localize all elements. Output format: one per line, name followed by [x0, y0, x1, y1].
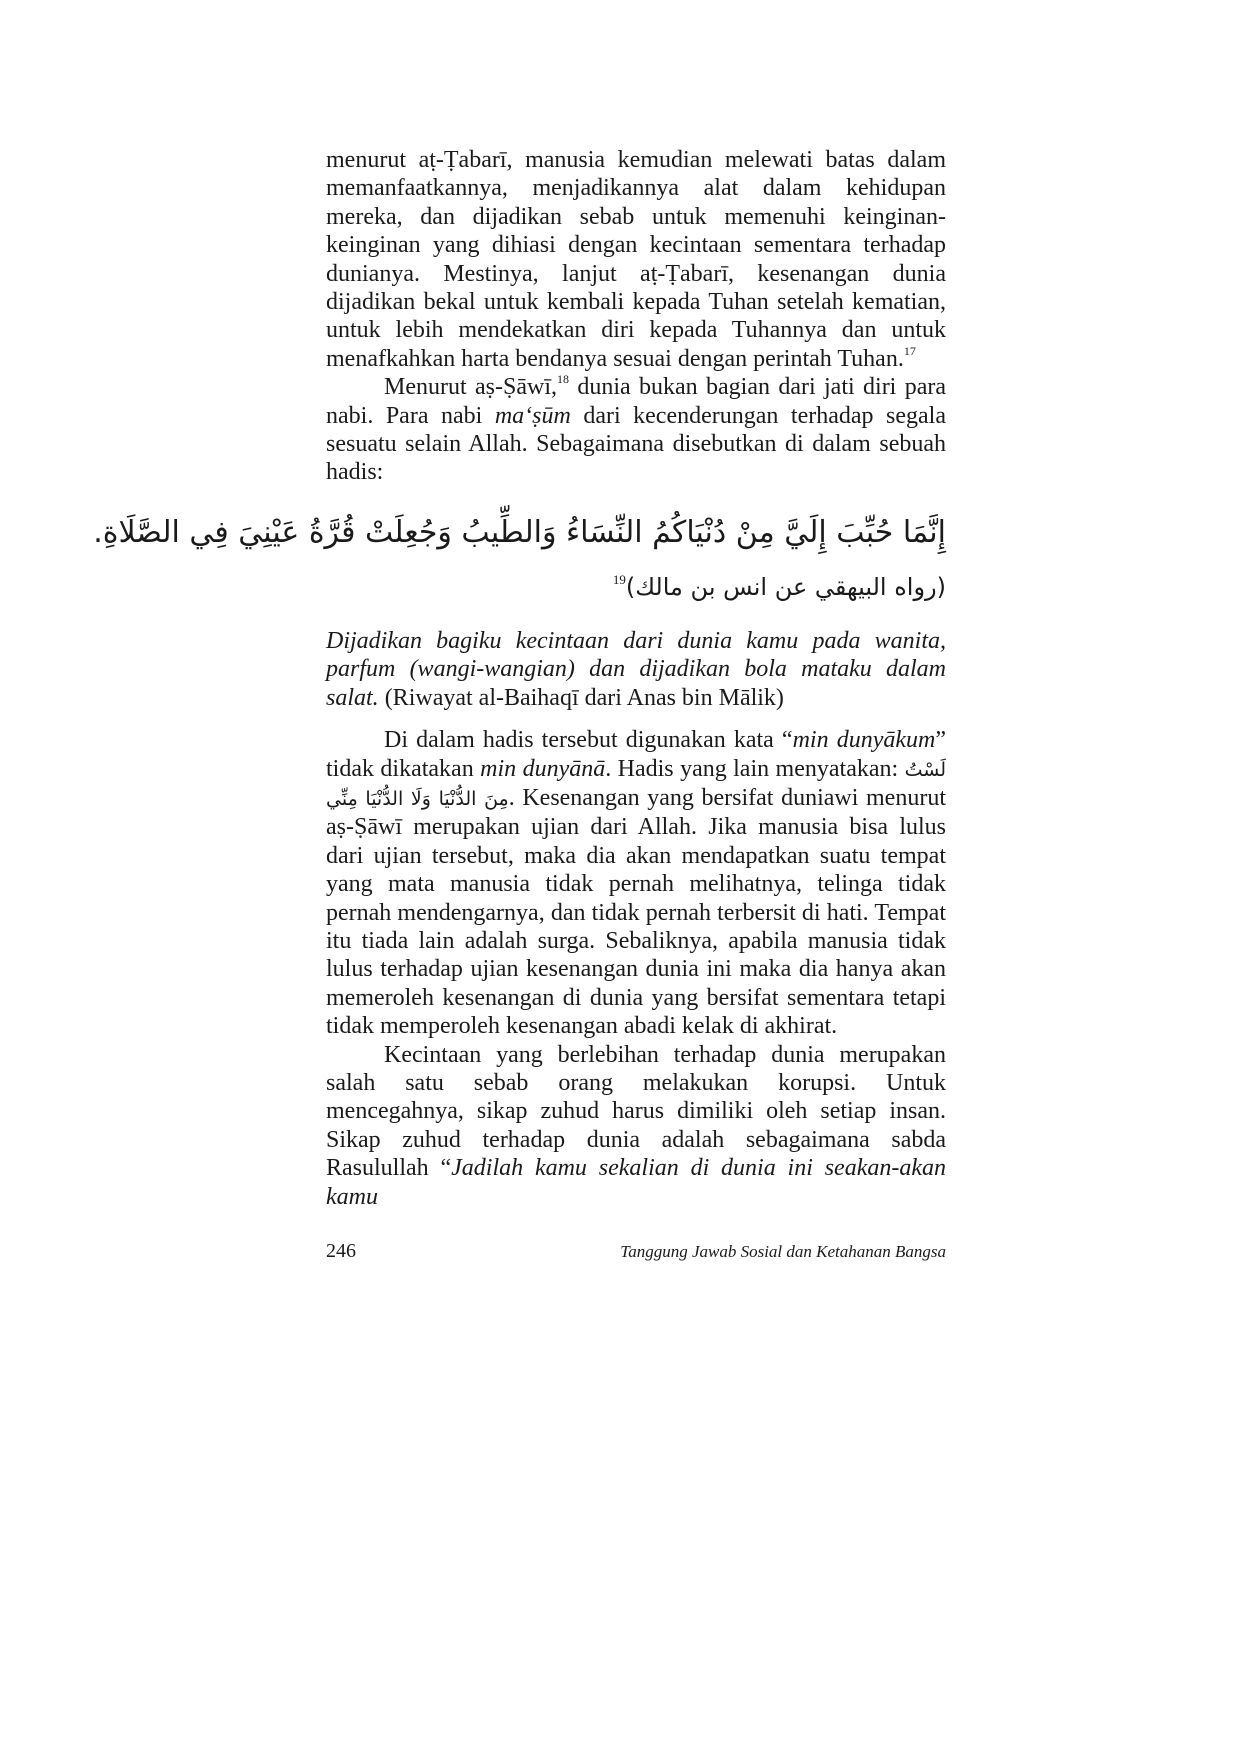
footnote-ref-19: 19	[612, 571, 626, 587]
paragraph-3	[326, 726, 946, 1040]
hadith-source-text: (رواه البيهقي عن انس بن مالك)	[625, 572, 946, 601]
hadith-source	[326, 561, 946, 613]
paragraph-1	[326, 146, 946, 373]
paragraph-2-text-a: Menurut aṣ-Ṣāwī,	[384, 374, 557, 401]
paragraph-4-text: Kecintaan yang berlebihan terhadap dunia merupakan salah satu sebab orang melakukan korupsi. Untuk mencegahnya, sikap zuhud harus dimiliki oleh setiap insan. Sikap zuhud terhadap dunia adalah sebagaimana sabda Rasulullah “	[326, 1041, 946, 1182]
spacer	[326, 712, 946, 726]
body-text	[93, 146, 947, 1211]
hadith-arabic: إِنَّمَا حُبِّبَ إِلَيَّ مِنْ دُنْيَاكُمُ النِّسَاءُ وَالطِّيبُ وَجُعِلَتْ قُرَّةُ عَيْنِيَ فِي الصَّلَاةِ.	[93, 514, 946, 550]
inline-hadith-arabic: لَسْتُ مِنَ الدُّنْيَا وَلَا الدُّنْيَا مِنِّي	[326, 758, 946, 810]
page-number: 246	[326, 1240, 356, 1262]
hadith-translation-source: (Riwayat al-Baihaqī dari Anas bin Mālik)	[378, 684, 784, 711]
paragraph-3-text-a: Di dalam hadis tersebut digunakan kata “	[384, 727, 793, 754]
paragraph-3-text-b: ” tidak dikatakan	[326, 727, 947, 782]
paragraph-2	[326, 373, 946, 487]
hadith-translation-italic: Dijadikan bagiku kecintaan dari dunia kamu pada wanita, parfum (wangi-wangian) dan dijadikan bola mataku dalam salat.	[326, 627, 946, 711]
paragraph-4	[326, 1041, 946, 1211]
page-footer	[326, 1240, 946, 1270]
footnote-ref-17: 17	[903, 343, 916, 358]
hadith-translation	[326, 627, 946, 712]
footnote-ref-18: 18	[557, 372, 569, 387]
paragraph-3-text-c: . Hadis yang lain menyatakan:	[605, 755, 905, 782]
paragraph-1-text: menurut aṭ-Ṭabarī, manusia kemudian melewati batas dalam memanfaatkannya, menjadikannya alat dalam kehidupan mereka, dan dijadikan sebab untuk memenuhi keinginan-keinginan yang dihiasi dengan kecintaan sementara terhadap dunianya. Mestinya, lanjut aṭ-Ṭabarī, kesenangan dunia dijadikan bekal untuk kembali kepada Tuhan setelah kematian, untuk lebih mendekatkan diri kepada Tuhannya dan untuk menafkahkan harta bendanya sesuai dengan perintah Tuhan.	[326, 147, 946, 372]
paragraph-2-text-b: dunia bukan bagian dari jati diri para nabi. Para nabi	[326, 374, 946, 429]
paragraph-3-text-d: . Kesenangan yang bersifat duniawi menurut aṣ-Ṣāwī merupakan ujian dari Allah. Jika manusia bisa lulus dari ujian tersebut, maka dia akan mendapatkan suatu tempat yang mata manusia tidak pernah melihatnya, telinga tidak pernah mendengarnya, dan tidak pernah terbersit di hati. Tempat itu tiada lain adalah surga. Sebaliknya, apabila manusia tidak lulus terhadap ujian kesenangan dunia ini maka dia hanya akan memeroleh kesenangan di dunia yang bersifat sementara tetapi tidak memperoleh kesenangan abadi kelak di akhirat.	[326, 784, 946, 1040]
running-title: Tanggung Jawab Sosial dan Ketahanan Bangsa	[620, 1242, 946, 1261]
term-masum: ma‘ṣūm	[494, 402, 571, 429]
term-min-dunyakum: min dunyākum	[792, 727, 936, 754]
paragraph-2-text-c: dari kecenderungan terhadap segala sesuatu selain Allah. Sebagaimana disebutkan di dalam sebuah hadis:	[326, 402, 946, 486]
term-min-dunyana: min dunyānā	[480, 755, 606, 782]
paragraph-4-quote: Jadilah kamu sekalian di dunia ini seakan-akan kamu	[326, 1155, 946, 1210]
